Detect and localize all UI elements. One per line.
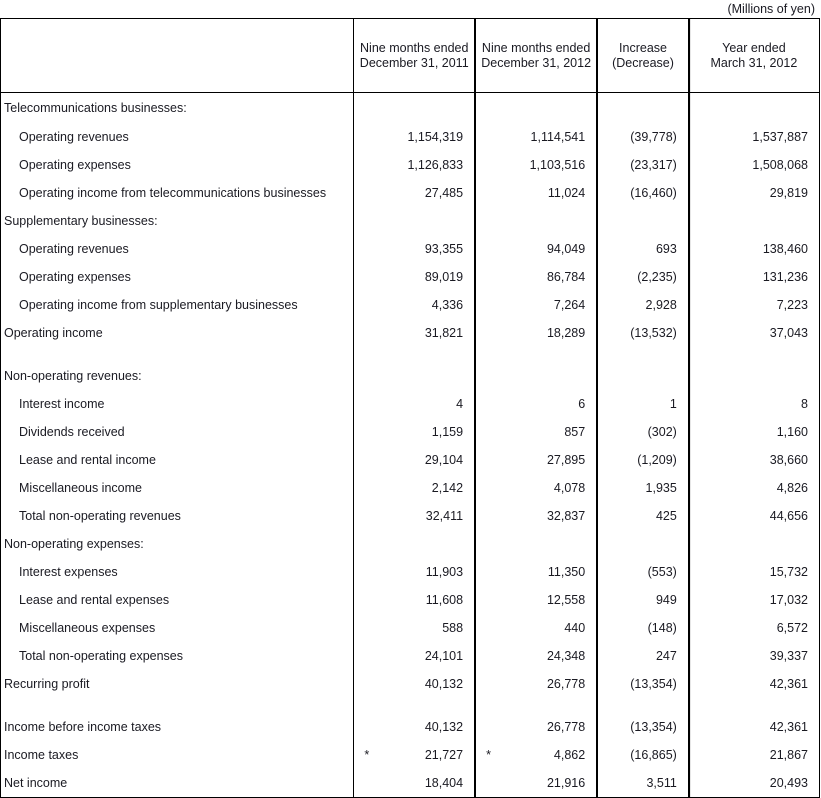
cell-value: 6	[578, 397, 586, 411]
table-row	[1, 390, 820, 418]
cell-value: 2,928	[645, 298, 677, 312]
row-label: Recurring profit	[4, 677, 90, 691]
row-label: Operating revenues	[19, 242, 129, 256]
row-label: Operating income from telecommunications businesses	[19, 186, 327, 200]
cell-nine-months-2012	[475, 123, 597, 151]
table-row	[1, 362, 820, 390]
cell-value: 588	[442, 621, 464, 635]
cell-year-ended	[688, 291, 819, 319]
row-label: Miscellaneous income	[19, 481, 142, 495]
table-row	[1, 291, 820, 319]
table-row	[1, 446, 820, 474]
row-label: Income before income taxes	[4, 720, 162, 734]
cell-year-ended	[688, 769, 819, 798]
cell-nine-months-2012	[475, 418, 597, 446]
row-label: Operating expenses	[19, 158, 131, 172]
cell-value: (2,235)	[637, 270, 677, 284]
cell-increase-decrease	[597, 93, 688, 124]
cell-value: 4,826	[776, 481, 808, 495]
header-line2: March 31, 2012	[710, 55, 798, 70]
cell-nine-months-2011	[354, 670, 475, 698]
cell-nine-months-2011	[354, 362, 475, 390]
cell-increase-decrease	[597, 741, 688, 769]
cell-increase-decrease	[597, 614, 688, 642]
cell-nine-months-2012	[475, 362, 597, 390]
cell-nine-months-2011	[354, 123, 475, 151]
cell-year-ended	[688, 235, 819, 263]
row-label: Operating income from supplementary businesses	[19, 298, 298, 312]
cell-nine-months-2012	[475, 151, 597, 179]
cell-nine-months-2011	[354, 347, 475, 362]
header-line2: (Decrease)	[612, 55, 674, 70]
cell-value: 21,916	[546, 776, 586, 790]
cell-value: 18,289	[546, 326, 586, 340]
table-row	[1, 123, 820, 151]
header-line2: December 31, 2011	[359, 55, 469, 70]
cell-value: 26,778	[546, 720, 586, 734]
cell-value: 7,223	[776, 298, 808, 312]
cell-value: 7,264	[553, 298, 586, 312]
cell-increase-decrease	[597, 347, 688, 362]
cell-increase-decrease	[597, 586, 688, 614]
cell-year-ended	[688, 713, 819, 741]
cell-nine-months-2012	[475, 642, 597, 670]
cell-increase-decrease	[597, 642, 688, 670]
cell-year-ended	[688, 670, 819, 698]
header-col-increase-decrease	[597, 19, 688, 93]
cell-value: 693	[655, 242, 677, 256]
cell-value: 38,660	[769, 453, 808, 467]
cell-value: 20,493	[769, 776, 808, 790]
cell-nine-months-2012	[475, 179, 597, 207]
table-row	[1, 151, 820, 179]
table-row	[1, 713, 820, 741]
cell-year-ended	[688, 347, 819, 362]
cell-value: 1,935	[645, 481, 677, 495]
cell-value: 11,903	[425, 565, 464, 579]
cell-increase-decrease	[597, 418, 688, 446]
cell-year-ended	[688, 390, 819, 418]
cell-increase-decrease	[597, 558, 688, 586]
cell-value: 11,608	[425, 593, 464, 607]
cell-value: 440	[564, 621, 586, 635]
row-label: Dividends received	[19, 425, 125, 439]
cell-nine-months-2012	[475, 502, 597, 530]
cell-nine-months-2011	[354, 151, 475, 179]
cell-value: (13,532)	[630, 326, 677, 340]
cell-value: 21,727	[424, 748, 464, 762]
cell-year-ended	[688, 446, 819, 474]
cell-nine-months-2012	[475, 558, 597, 586]
cell-nine-months-2012	[475, 769, 597, 798]
cell-nine-months-2011	[354, 418, 475, 446]
cell-value: 1,126,833	[407, 158, 464, 172]
table-row	[1, 698, 820, 713]
cell-value: 93,355	[424, 242, 464, 256]
cell-increase-decrease	[597, 474, 688, 502]
cell-value: 24,348	[546, 649, 586, 663]
cell-value: 32,837	[546, 509, 586, 523]
cell-value: 12,558	[546, 593, 586, 607]
row-label: Supplementary businesses:	[4, 214, 158, 228]
cell-nine-months-2012	[475, 207, 597, 235]
cell-nine-months-2011	[354, 713, 475, 741]
cell-increase-decrease	[597, 235, 688, 263]
row-label: Lease and rental expenses	[19, 593, 170, 607]
row-label: Non-operating revenues:	[4, 369, 142, 383]
cell-value: 27,895	[546, 453, 586, 467]
cell-increase-decrease	[597, 319, 688, 347]
header-col-nine-months-2012	[475, 19, 597, 93]
cell-value: 247	[655, 649, 677, 663]
row-label: Operating income	[4, 326, 103, 340]
cell-value: 11,350	[547, 565, 586, 579]
cell-value: (1,209)	[637, 453, 677, 467]
cell-year-ended	[688, 586, 819, 614]
cell-nine-months-2012	[475, 713, 597, 741]
header-line1: Year ended	[722, 40, 786, 55]
header-row	[1, 19, 820, 93]
cell-value: (148)	[647, 621, 677, 635]
footnote-asterisk: *	[364, 748, 370, 762]
cell-value: (16,865)	[630, 748, 677, 762]
header-line1: Nine months ended	[360, 40, 469, 55]
cell-value: 4,078	[553, 481, 586, 495]
cell-nine-months-2011	[354, 614, 475, 642]
cell-value: 1,154,319	[407, 130, 464, 144]
cell-increase-decrease	[597, 123, 688, 151]
cell-value: 86,784	[546, 270, 586, 284]
cell-value: 949	[655, 593, 677, 607]
cell-nine-months-2012	[475, 291, 597, 319]
table-row	[1, 741, 820, 769]
cell-value: (13,354)	[630, 720, 677, 734]
table-row	[1, 502, 820, 530]
cell-increase-decrease	[597, 698, 688, 713]
cell-nine-months-2011	[354, 502, 475, 530]
row-label: Operating expenses	[19, 270, 131, 284]
cell-nine-months-2012	[475, 530, 597, 558]
row-label: Operating revenues	[19, 130, 129, 144]
row-label: Lease and rental income	[19, 453, 156, 467]
cell-value: 4,862	[553, 748, 586, 762]
header-line2: December 31, 2012	[481, 55, 592, 70]
table-row	[1, 769, 820, 798]
cell-nine-months-2011	[354, 263, 475, 291]
header-line1: Increase	[619, 40, 667, 55]
cell-value: 29,819	[769, 186, 808, 200]
row-label: Miscellaneous expenses	[19, 621, 156, 635]
cell-nine-months-2011	[354, 530, 475, 558]
cell-value: 11,024	[547, 186, 586, 200]
table-row	[1, 93, 820, 124]
cell-value: 1	[669, 397, 677, 411]
cell-value: 29,104	[424, 453, 464, 467]
table-row	[1, 319, 820, 347]
row-label: Total non-operating revenues	[19, 509, 181, 523]
cell-value: 27,485	[424, 186, 464, 200]
cell-increase-decrease	[597, 502, 688, 530]
cell-nine-months-2011	[354, 642, 475, 670]
cell-value: 1,160	[776, 425, 808, 439]
cell-value: (23,317)	[630, 158, 677, 172]
cell-value: 94,049	[546, 242, 586, 256]
cell-nine-months-2012	[475, 614, 597, 642]
cell-year-ended	[688, 263, 819, 291]
cell-value: 1,103,516	[529, 158, 586, 172]
cell-increase-decrease	[597, 670, 688, 698]
cell-year-ended	[688, 418, 819, 446]
cell-value: 857	[564, 425, 586, 439]
cell-value: 32,411	[425, 509, 464, 523]
cell-value: 42,361	[769, 720, 808, 734]
table-row	[1, 235, 820, 263]
cell-value: (16,460)	[630, 186, 677, 200]
cell-nine-months-2012	[475, 263, 597, 291]
cell-value: 40,132	[424, 720, 464, 734]
cell-increase-decrease	[597, 446, 688, 474]
cell-value: 42,361	[769, 677, 808, 691]
cell-value: 37,043	[769, 326, 808, 340]
header-col-nine-months-2011	[354, 19, 475, 93]
row-label	[1, 347, 354, 362]
cell-year-ended	[688, 530, 819, 558]
cell-value: 4	[456, 397, 464, 411]
table-row	[1, 207, 820, 235]
cell-year-ended	[688, 362, 819, 390]
table-row	[1, 558, 820, 586]
cell-nine-months-2011	[354, 769, 475, 798]
cell-nine-months-2011	[354, 319, 475, 347]
cell-value: 131,236	[762, 270, 808, 284]
cell-year-ended	[688, 207, 819, 235]
header-col-year-ended	[688, 19, 819, 93]
cell-year-ended	[688, 698, 819, 713]
cell-year-ended	[688, 741, 819, 769]
cell-increase-decrease	[597, 530, 688, 558]
cell-value: 1,537,887	[752, 130, 808, 144]
cell-value: 3,511	[646, 776, 677, 790]
cell-year-ended	[688, 614, 819, 642]
row-label: Non-operating expenses:	[4, 537, 144, 551]
row-label	[1, 698, 354, 713]
table-body	[1, 93, 820, 798]
cell-value: 18,404	[424, 776, 464, 790]
cell-value: 425	[655, 509, 677, 523]
table-row	[1, 642, 820, 670]
table-row	[1, 347, 820, 362]
cell-value: (553)	[647, 565, 677, 579]
cell-nine-months-2011	[354, 474, 475, 502]
cell-nine-months-2011	[354, 446, 475, 474]
cell-nine-months-2012	[475, 235, 597, 263]
cell-increase-decrease	[597, 263, 688, 291]
row-label: Income taxes	[4, 748, 79, 762]
cell-nine-months-2012	[475, 586, 597, 614]
table-row	[1, 670, 820, 698]
cell-nine-months-2011	[354, 235, 475, 263]
cell-nine-months-2011	[354, 586, 475, 614]
row-label: Telecommunications businesses:	[4, 101, 187, 115]
cell-increase-decrease	[597, 151, 688, 179]
table-row	[1, 418, 820, 446]
units-caption: (Millions of yen)	[727, 2, 815, 16]
cell-value: 89,019	[424, 270, 464, 284]
financial-table	[0, 18, 820, 798]
table-row	[1, 530, 820, 558]
cell-nine-months-2012	[475, 474, 597, 502]
cell-value: (39,778)	[630, 130, 677, 144]
table-row	[1, 614, 820, 642]
cell-nine-months-2012	[475, 446, 597, 474]
cell-nine-months-2012	[475, 670, 597, 698]
cell-nine-months-2011	[354, 291, 475, 319]
cell-value: 8	[801, 397, 808, 411]
cell-increase-decrease	[597, 362, 688, 390]
cell-value: 1,114,541	[530, 130, 586, 144]
cell-nine-months-2012	[475, 93, 597, 124]
cell-increase-decrease	[597, 179, 688, 207]
header-label-col	[1, 19, 354, 93]
header-line1: Nine months ended	[481, 40, 591, 55]
cell-value: 39,337	[769, 649, 808, 663]
cell-nine-months-2011	[354, 698, 475, 713]
cell-value: 4,336	[431, 298, 464, 312]
cell-nine-months-2012	[475, 347, 597, 362]
cell-nine-months-2011	[354, 207, 475, 235]
cell-value: 15,732	[769, 565, 808, 579]
cell-value: 21,867	[769, 748, 808, 762]
cell-increase-decrease	[597, 713, 688, 741]
cell-nine-months-2011	[354, 93, 475, 124]
row-label: Interest income	[19, 397, 105, 411]
cell-year-ended	[688, 151, 819, 179]
cell-increase-decrease	[597, 207, 688, 235]
cell-year-ended	[688, 474, 819, 502]
cell-nine-months-2012	[475, 319, 597, 347]
cell-nine-months-2012	[475, 390, 597, 418]
row-label: Net income	[4, 776, 68, 790]
cell-value: 6,572	[776, 621, 808, 635]
cell-increase-decrease	[597, 291, 688, 319]
cell-increase-decrease	[597, 769, 688, 798]
cell-year-ended	[688, 319, 819, 347]
footnote-asterisk: *	[486, 748, 491, 762]
cell-nine-months-2011	[354, 179, 475, 207]
row-label: Interest expenses	[19, 565, 118, 579]
cell-year-ended	[688, 123, 819, 151]
cell-year-ended	[688, 642, 819, 670]
cell-value: 40,132	[424, 677, 464, 691]
cell-value: (302)	[647, 425, 677, 439]
cell-value: 31,821	[424, 326, 464, 340]
cell-year-ended	[688, 93, 819, 124]
table-row	[1, 474, 820, 502]
cell-year-ended	[688, 558, 819, 586]
cell-value: 17,032	[769, 593, 808, 607]
cell-value: 1,508,068	[752, 158, 808, 172]
table-row	[1, 263, 820, 291]
row-label: Total non-operating expenses	[19, 649, 184, 663]
cell-value: 138,460	[762, 242, 808, 256]
cell-value: 44,656	[769, 509, 808, 523]
cell-value: 2,142	[431, 481, 464, 495]
table-row	[1, 586, 820, 614]
table-header	[1, 19, 820, 93]
cell-year-ended	[688, 502, 819, 530]
cell-nine-months-2012	[475, 698, 597, 713]
cell-value: 24,101	[424, 649, 464, 663]
cell-nine-months-2011	[354, 558, 475, 586]
cell-nine-months-2011	[354, 741, 475, 769]
table-row	[1, 179, 820, 207]
cell-year-ended	[688, 179, 819, 207]
cell-nine-months-2012	[475, 741, 597, 769]
cell-nine-months-2011	[354, 390, 475, 418]
cell-value: 26,778	[546, 677, 586, 691]
cell-increase-decrease	[597, 390, 688, 418]
cell-value: 1,159	[431, 425, 464, 439]
cell-value: (13,354)	[630, 677, 677, 691]
